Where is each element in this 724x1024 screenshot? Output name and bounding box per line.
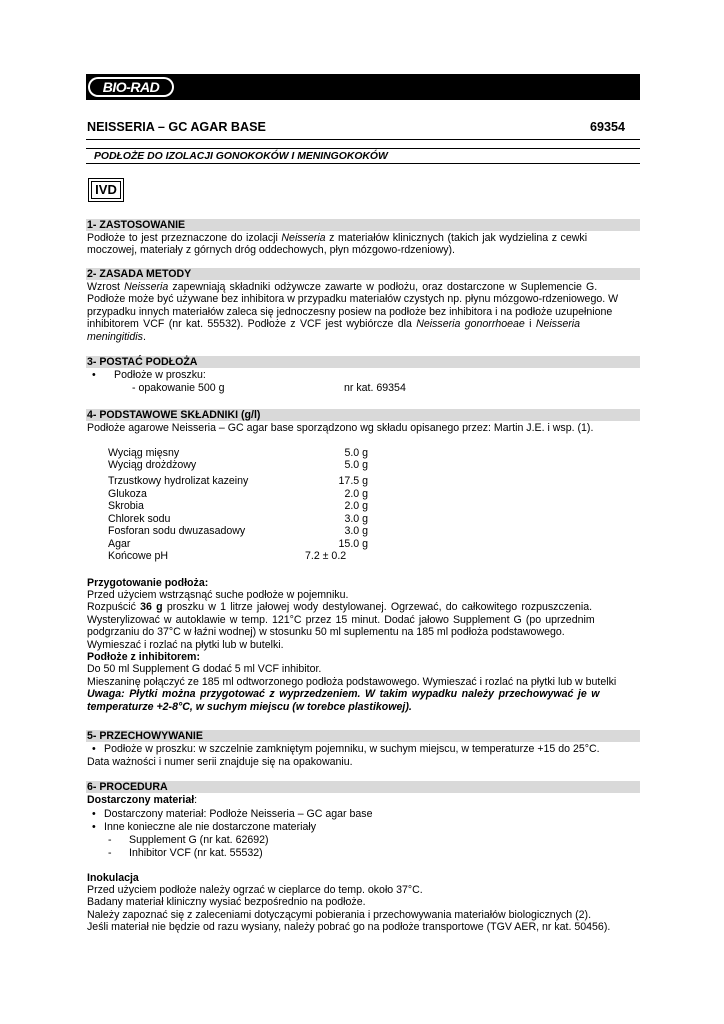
supplied-heading: Dostarczony materiał: bbox=[87, 794, 198, 806]
section-heading: 6- PROCEDURA bbox=[86, 781, 640, 793]
document-subtitle: PODŁOŻE DO IZOLACJI GONOKOKÓW I MENINGOKOKÓW bbox=[94, 151, 388, 162]
table-row: Wyciąg drożdżowy 5.0 g bbox=[108, 459, 368, 471]
divider bbox=[86, 163, 640, 164]
bullet-icon: • bbox=[92, 808, 96, 820]
section-heading: 3- POSTAĆ PODŁOŻA bbox=[86, 356, 640, 368]
bio-rad-logo bbox=[88, 77, 174, 97]
table-row: Glukoza 2.0 g bbox=[108, 487, 368, 500]
bullet-icon: • bbox=[92, 743, 96, 755]
prep-heading: Przygotowanie podłoża: bbox=[87, 577, 209, 589]
bullet-icon: • bbox=[92, 821, 96, 833]
section-heading: 4- PODSTAWOWE SKŁADNIKI (g/l) bbox=[86, 409, 640, 421]
table-row: Trzustkowy hydrolizat kazeiny 17.5 g bbox=[108, 475, 368, 487]
section-2-text: Wzrost Neisseria zapewniają składniki odżywcze zawarte w podłożu, oraz dostarczone w Suplemencie G. Podłoże może być używane bez inhibitora w przypadku materiałów czystych np. płynu mózgowo-rdzeniowego. W przypadku innych materiałów zaleca się jednoczesny posiew na podłoże bez inhibitora i na podłoże uzupełnione inhibitorem VCF (nr kat. 55532). Podłoże z VCF jest wybiórcze dla Neisseria gonorrhoeae i Neisseria meningitidis. bbox=[87, 281, 619, 343]
catalog-code: 69354 bbox=[590, 120, 626, 134]
bullet-icon: • bbox=[92, 369, 96, 381]
section-heading: 2- ZASADA METODY bbox=[86, 268, 640, 280]
ingredients-table bbox=[108, 447, 368, 563]
divider bbox=[86, 139, 640, 140]
table-row: Fosforan sodu dwuzasadowy 3.0 g bbox=[108, 525, 368, 537]
section-1-text: Podłoże to jest przeznaczone do izolacji Neisseria z materiałów klinicznych (takich jak wydzielina z cewki moczowej, materiały z górnych dróg oddechowych, płyn mózgowo-rdzeniowy). bbox=[87, 232, 588, 257]
section-4-intro: Podłoże agarowe Neisseria – GC agar base sporządzono wg składu opisanego przez: Martin J.E. i wsp. (1). bbox=[87, 422, 594, 434]
table-row: Skrobia 2.0 g bbox=[108, 500, 368, 512]
list-item: Podłoże w proszku: bbox=[114, 369, 206, 381]
list-item: Podłoże w proszku: w szczelnie zamkniętym pojemniku, w suchym miejscu, w temperaturze +15 do 25°C. bbox=[104, 743, 600, 755]
list-item: Inhibitor VCF (nr kat. 55532) bbox=[129, 847, 263, 859]
table-row: Chlorek sodu 3.0 g bbox=[108, 512, 368, 525]
inoculation-heading: Inokulacja bbox=[87, 872, 139, 884]
divider bbox=[86, 148, 640, 149]
list-item: - opakowanie 500 g bbox=[132, 382, 225, 394]
list-item: Supplement G (nr kat. 62692) bbox=[129, 834, 269, 846]
table-row: Wyciąg mięsny 5.0 g bbox=[108, 447, 368, 459]
list-item: Inne konieczne ale nie dostarczone materiały bbox=[104, 821, 316, 833]
list-item: Dostarczony materiał: Podłoże Neisseria – GC agar base bbox=[104, 808, 373, 820]
ivd-badge bbox=[88, 178, 124, 202]
section-heading: 5- PRZECHOWYWANIE bbox=[86, 730, 640, 742]
storage-note: Data ważności i numer serii znajduje się na opakowaniu. bbox=[87, 756, 353, 768]
prep-text: Przed użyciem wstrząsnąć suche podłoże w pojemniku. Rozpuścić 36 g proszku w 1 litrze jałowej wody destylowanej. Ogrzewać, do całkowitego rozpuszczenia. Wysterylizować w autoklawie w temp. 121°C przez 15 minut. Dodać jałowo Supplement G (po uprzednim podgrzaniu do 37°C w łaźni wodnej) w stosunku 50 ml suplementu na 185 ml podłoża podstawowego. Wymieszać i rozlać na płytki lub w butelki. Podłoże z inhibitorem: Do 50 ml Supplement G dodać 5 ml VCF inhibitor. Mieszaninę połączyć ze 185 ml odtworzonego podłoża podstawowego. Wymieszać i rozlać na płytki lub w butelki Uwaga: Płytki można przygotować z wyprzedzeniem. W takim wypadku należy przechowywać je w temperaturze +2-8°C, w suchym miejscu (w torebce plastikowej). bbox=[87, 589, 617, 713]
ivd-label: IVD bbox=[91, 181, 121, 199]
table-row: Agar 15.0 g bbox=[108, 537, 368, 550]
section-heading: 1- ZASTOSOWANIE bbox=[86, 219, 640, 231]
table-row: Końcowe pH 7.2 ± 0.2 bbox=[108, 550, 347, 562]
document-title: NEISSERIA – GC AGAR BASE bbox=[87, 120, 266, 134]
dash-icon: - bbox=[108, 834, 112, 846]
inoculation-text: Przed użyciem podłoże należy ogrzać w cieplarce do temp. około 37°C. Badany materiał kliniczny wysiać bezpośrednio na podłoże. Należy zapoznać się z zaleceniami dotyczącymi pobierania i przechowywania materiałów biologicznych (2). Jeśli materiał nie będzie od razu wysiany, należy pobrać go na podłoże transportowe (TGV AER, nr kat. 50456). bbox=[87, 884, 611, 934]
logo-text: BIO-RAD bbox=[102, 79, 160, 95]
dash-icon: - bbox=[108, 847, 112, 859]
catalog-number: nr kat. 69354 bbox=[344, 382, 406, 394]
